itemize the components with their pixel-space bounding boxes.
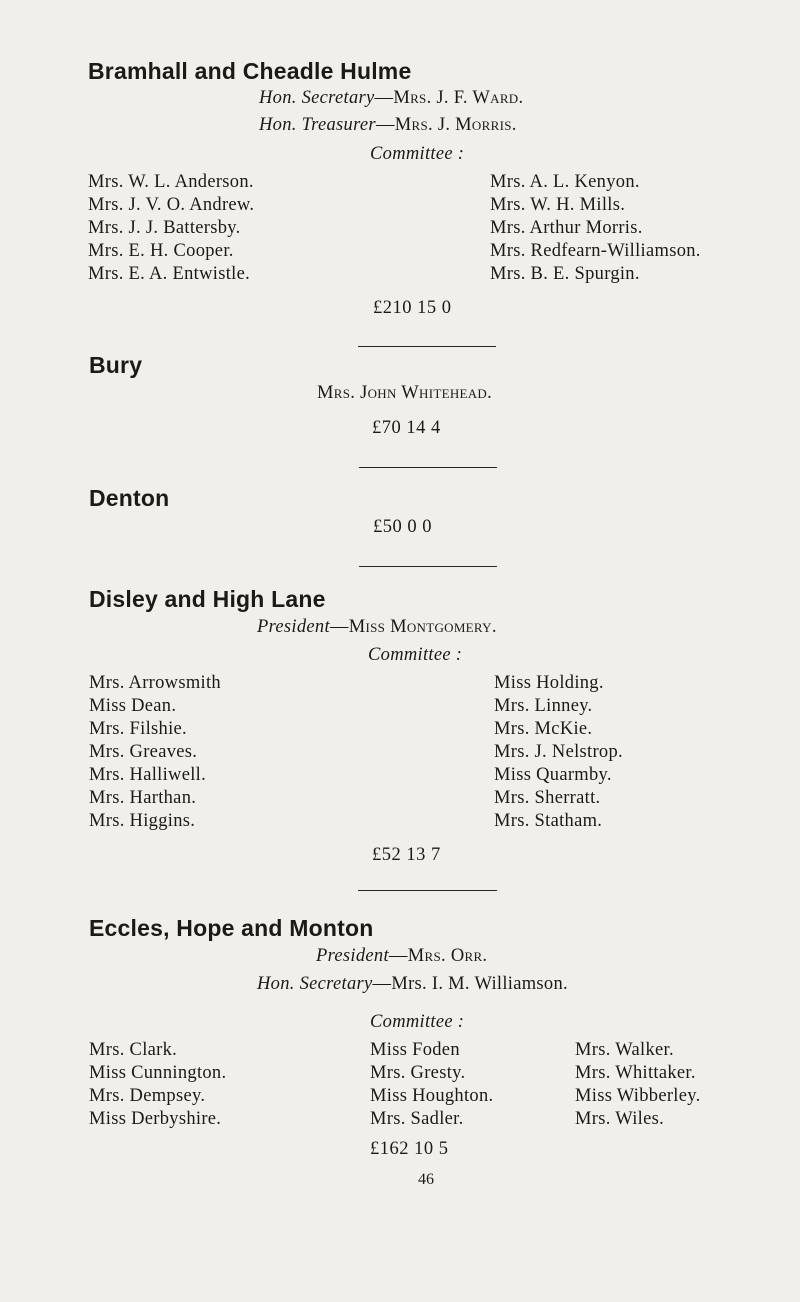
denton-amount: £50 0 0 — [373, 517, 432, 537]
list-item: Mrs. Linney. — [494, 696, 593, 716]
disley-president — [257, 617, 497, 638]
bramhall-committee-right — [490, 171, 701, 286]
list-item: Miss Quarmby. — [494, 765, 612, 785]
disley-amount: £52 13 7 — [372, 845, 441, 865]
list-item: Mrs. Gresty. — [370, 1063, 466, 1083]
bury-name: Mrs. John Whitehead. — [317, 383, 493, 403]
president-role: President — [257, 617, 330, 637]
president-name: —Mrs. Orr. — [388, 946, 488, 966]
list-item: Mrs. J. Nelstrop. — [494, 742, 623, 762]
section-divider — [359, 566, 497, 567]
president-name: —Miss Montgomery. — [329, 617, 497, 637]
bramhall-secretary — [259, 88, 523, 109]
list-item: Miss Foden — [370, 1040, 460, 1060]
list-item: Mrs. Harthan. — [89, 788, 197, 808]
list-item: Mrs. Walker. — [575, 1040, 674, 1060]
treasurer-role: Hon. Treasurer — [259, 115, 376, 135]
list-item: Mrs. Greaves. — [89, 742, 198, 762]
eccles-amount: £162 10 5 — [370, 1139, 449, 1159]
eccles-committee-label: Committee : — [370, 1012, 465, 1032]
eccles-president — [316, 946, 487, 967]
secretary-role: Hon. Secretary — [257, 974, 373, 994]
list-item: Miss Wibberley. — [575, 1086, 701, 1106]
list-item: Mrs. E. A. Entwistle. — [88, 264, 251, 284]
list-item: Mrs. J. J. Battersby. — [88, 218, 241, 238]
disley-committee-left — [89, 672, 221, 833]
section-heading-denton: Denton — [89, 485, 170, 511]
page-number: 46 — [418, 1171, 434, 1188]
bramhall-committee-label: Committee : — [370, 144, 465, 164]
secretary-name: —Mrs. I. M. Williamson. — [372, 974, 568, 994]
list-item: Mrs. W. L. Anderson. — [88, 172, 254, 192]
list-item: Miss Cunnington. — [89, 1063, 227, 1083]
list-item: Miss Derbyshire. — [89, 1109, 222, 1129]
section-heading-bramhall: Bramhall and Cheadle Hulme — [88, 58, 412, 84]
section-divider — [359, 467, 497, 468]
list-item: Miss Dean. — [89, 696, 177, 716]
list-item: Mrs. A. L. Kenyon. — [490, 172, 640, 192]
disley-committee-right — [494, 672, 623, 833]
section-divider — [358, 890, 497, 891]
president-role: President — [316, 946, 389, 966]
list-item: Mrs. Statham. — [494, 811, 603, 831]
bramhall-amount: £210 15 0 — [373, 298, 452, 318]
list-item: Mrs. Redfearn-Williamson. — [490, 241, 701, 261]
list-item: Mrs. Arthur Morris. — [490, 218, 643, 238]
list-item: Miss Houghton. — [370, 1086, 494, 1106]
list-item: Mrs. Higgins. — [89, 811, 196, 831]
bury-amount: £70 14 4 — [372, 418, 441, 438]
eccles-secretary — [257, 974, 568, 995]
list-item: Mrs. Dempsey. — [89, 1086, 206, 1106]
secretary-name: —Mrs. J. F. Ward. — [374, 88, 524, 108]
list-item: Mrs. Sadler. — [370, 1109, 464, 1129]
list-item: Mrs. Sherratt. — [494, 788, 601, 808]
disley-committee-label: Committee : — [368, 645, 463, 665]
bramhall-committee-left — [88, 171, 254, 286]
bramhall-treasurer — [259, 115, 517, 136]
list-item: Mrs. Wiles. — [575, 1109, 665, 1129]
list-item: Mrs. Whittaker. — [575, 1063, 696, 1083]
treasurer-name: —Mrs. J. Morris. — [375, 115, 517, 135]
secretary-role: Hon. Secretary — [259, 88, 375, 108]
eccles-committee-col3 — [575, 1039, 701, 1131]
list-item: Mrs. Clark. — [89, 1040, 178, 1060]
list-item: Mrs. J. V. O. Andrew. — [88, 195, 255, 215]
list-item: Mrs. Arrowsmith — [89, 673, 221, 693]
section-heading-disley: Disley and High Lane — [89, 586, 326, 612]
list-item: Mrs. Filshie. — [89, 719, 187, 739]
list-item: Mrs. McKie. — [494, 719, 593, 739]
list-item: Mrs. B. E. Spurgin. — [490, 264, 640, 284]
list-item: Miss Holding. — [494, 673, 604, 693]
section-heading-bury: Bury — [89, 352, 143, 378]
eccles-committee-col2 — [370, 1039, 493, 1131]
section-heading-eccles: Eccles, Hope and Monton — [89, 915, 374, 941]
list-item: Mrs. Halliwell. — [89, 765, 207, 785]
list-item: Mrs. W. H. Mills. — [490, 195, 626, 215]
eccles-committee-col1 — [89, 1039, 226, 1131]
list-item: Mrs. E. H. Cooper. — [88, 241, 234, 261]
section-divider — [358, 346, 496, 347]
